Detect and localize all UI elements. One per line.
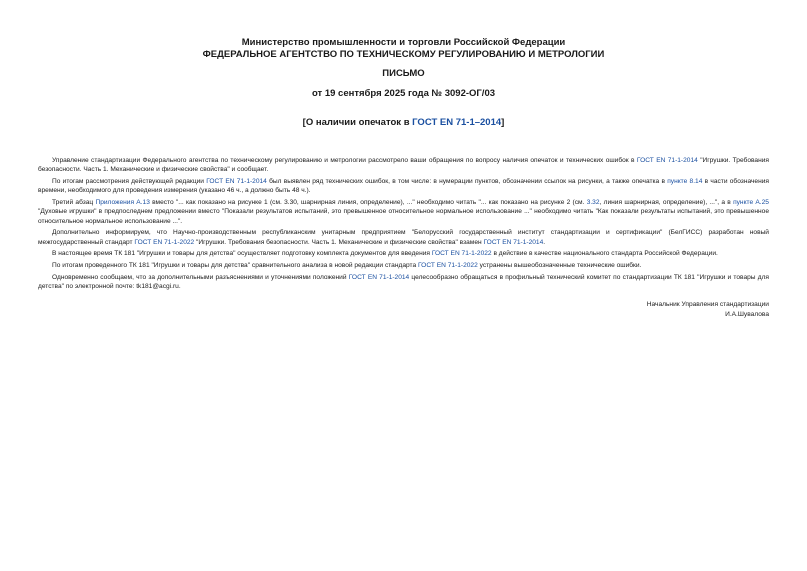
paragraph-text: вместо "... как показано на рисунке 1 (см. 3.30, шарнирная линия, определение), ..." необходимо читать "... как показано на рисунке 2 (см. — [149, 199, 587, 206]
paragraph-text: По итогам рассмотрения действующей редакции — [52, 178, 207, 185]
document-type: ПИСЬМО — [382, 68, 425, 79]
gost-link[interactable]: ГОСТ EN 71-1-2014 — [348, 273, 410, 281]
letter-body — [38, 156, 769, 294]
subject-prefix: [О наличии опечаток в — [302, 117, 413, 128]
paragraph-text: целесообразно обращаться в профильный технический комитет по стандартизации ТК 181 "Игрушки и товары для детства" по электронной почте: tk181@acgi.ru. — [38, 273, 769, 290]
paragraph-text: . — [543, 238, 546, 246]
paragraph-text: "Игрушки. Требования безопасности. Часть 1. Механические и физические свойства" и сообщает. — [38, 157, 769, 174]
gost-link[interactable]: ГОСТ EN 71-1-2014 — [636, 157, 698, 164]
paragraph-3 — [38, 198, 769, 226]
paragraph-text: "Игрушки. Требования безопасности. Часть 1. Механические и физические свойства" взамен — [194, 238, 484, 246]
paragraph-text: , линия шарнирная, определение), ...", а в — [599, 199, 734, 206]
paragraph-text: Третий абзац — [52, 199, 96, 206]
agency-name: ФЕДЕРАЛЬНОЕ АГЕНТСТВО ПО ТЕХНИЧЕСКОМУ РЕГУЛИРОВАНИЮ И МЕТРОЛОГИИ — [202, 49, 605, 60]
clause-link[interactable]: пункте 8.14 — [667, 178, 703, 185]
signature-block — [647, 300, 769, 320]
paragraph-text: в действие в качестве национального стандарта Российской Федерации. — [491, 250, 718, 258]
paragraph-4 — [38, 228, 769, 247]
signatory-name: И.А.Шувалова — [725, 311, 769, 318]
paragraph-5 — [38, 249, 769, 258]
subject-gost-link[interactable]: ГОСТ EN 71-1–2014 — [412, 117, 502, 128]
gost-link[interactable]: ГОСТ EN 71-1-2022 — [134, 238, 195, 246]
gost-link[interactable]: ГОСТ EN 71-1-2014 — [483, 238, 544, 246]
paragraph-text: устранены вышеобозначенные технические ошибки. — [477, 262, 642, 269]
paragraph-1 — [38, 156, 769, 175]
paragraph-text: в части обозначения времени, необходимого для проведения измерения (указано 46 ч., а должно быть 48 ч.). — [38, 178, 769, 195]
paragraph-2 — [38, 177, 769, 196]
gost-link[interactable]: ГОСТ EN 71-1-2022 — [431, 250, 492, 258]
paragraph-text: Одновременно сообщаем, что за дополнительными разъяснениями и уточнениями положений — [52, 273, 349, 281]
document-date-number: от 19 сентября 2025 года № 3092-ОГ/03 — [311, 88, 496, 99]
gost-link[interactable]: ГОСТ EN 71-1-2022 — [417, 262, 478, 269]
letter-header — [0, 37, 807, 61]
clause-link[interactable]: пункте А.25 — [733, 199, 769, 206]
paragraph-text: "Духовые игрушки" в предпоследнем предложении вместо "Показали результатов испытаний, это превышенное относительное нормальное использование ..." необходимо читать "Как показали результаты испытаний, это превышенное относительное нормальное использование ...". — [38, 208, 769, 225]
subject-suffix: ] — [501, 117, 505, 128]
paragraph-text: В настоящее время ТК 181 "Игрушки и товары для детства" осуществляет подготовку комплекта документов для введения — [52, 250, 432, 258]
paragraph-text: был выявлен ряд технических ошибок, в том числе: в нумерации пунктов, обозначении ссылок на рисунки, а также опечатка в — [266, 178, 668, 185]
paragraph-text: Дополнительно информируем, что Научно-производственным республиканским унитарным предприятием "Белорусский государственный институт стандартизации и сертификации" (БелГИСС) разработан новый межгосударственный стандарт — [38, 229, 769, 246]
annex-link[interactable]: Приложения А.13 — [95, 199, 150, 206]
document-subject — [0, 117, 807, 128]
clause-link[interactable]: 3.32 — [586, 199, 600, 206]
ministry-name: Министерство промышленности и торговли Российской Федерации — [241, 37, 566, 48]
paragraph-7 — [38, 273, 769, 292]
paragraph-6 — [38, 261, 769, 270]
signatory-title: Начальник Управления стандартизации — [646, 301, 769, 308]
paragraph-text: По итогам проведенного ТК 181 "Игрушки и товары для детства" сравнительного анализа в новой редакции стандарта — [52, 262, 418, 269]
gost-link[interactable]: ГОСТ EN 71-1-2014 — [206, 178, 267, 185]
paragraph-text: Управление стандартизации Федерального агентства по техническому регулированию и метрологии рассмотрело ваши обращения по вопросу наличия опечаток и технических ошибок в — [52, 157, 637, 164]
